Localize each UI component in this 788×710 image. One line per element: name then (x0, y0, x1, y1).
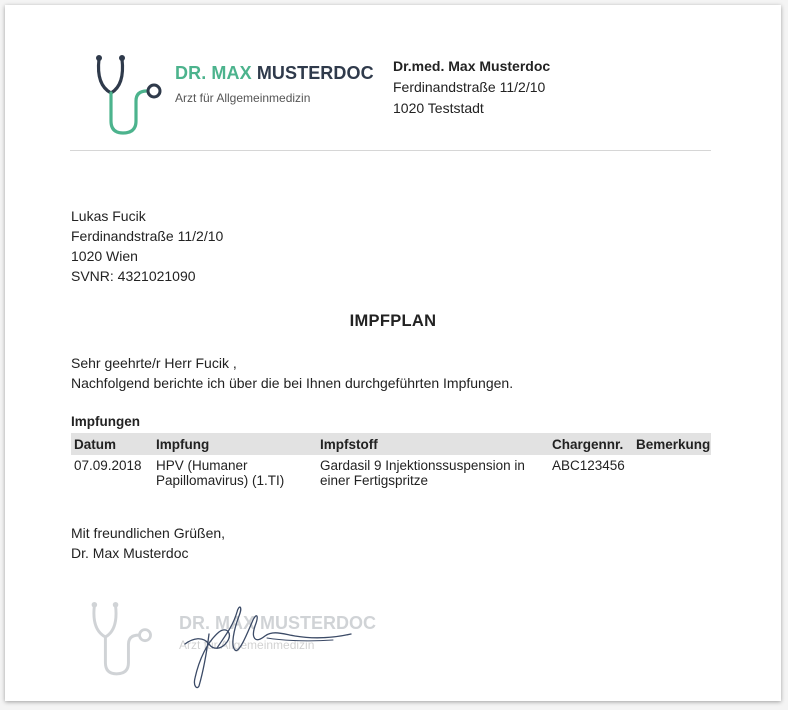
patient-svnr: SVNR: 4321021090 (71, 268, 196, 284)
intro-text (71, 353, 513, 393)
patient-city: 1020 Wien (71, 248, 138, 264)
vaccinations-heading: Impfungen (71, 414, 140, 429)
closing-block (71, 523, 225, 563)
brand-name-first: DR. MAX (175, 63, 252, 83)
header-divider (70, 150, 711, 151)
doctor-name: Dr.med. Max Musterdoc (393, 58, 551, 74)
stamp-name: DR. MAX MUSTERDOC (179, 613, 376, 633)
brand-block (175, 63, 374, 105)
table-row (71, 455, 711, 488)
brand-name-last: MUSTERDOC (256, 63, 374, 83)
cell-batch: ABC123456 (552, 458, 625, 473)
salutation: Sehr geehrte/r Herr Fucik , (71, 355, 237, 371)
closing-signer: Dr. Max Musterdoc (71, 545, 189, 561)
column-header-vaccine: Impfstoff (317, 433, 549, 455)
doctor-street: Ferdinandstraße 11/2/10 (393, 79, 546, 95)
doctor-address (393, 56, 550, 119)
document-title: IMPFPLAN (349, 312, 437, 330)
stethoscope-icon (91, 49, 167, 137)
doctor-city: 1020 Teststadt (393, 100, 484, 116)
cell-date: 07.09.2018 (74, 458, 142, 473)
patient-name: Lukas Fucik (71, 208, 146, 224)
column-header-date: Datum (71, 433, 153, 455)
intro-sentence: Nachfolgend berichte ich über die bei Ihnen durchgeführten Impfungen. (71, 375, 514, 391)
closing-greeting: Mit freundlichen Grüßen, (71, 525, 226, 541)
brand-subtitle: Arzt für Allgemeinmedizin (175, 91, 311, 105)
stamp-subtitle: Arzt für Allgemeinmedizin (179, 638, 315, 652)
cell-vaccination: HPV (Humaner Papillomavirus) (1.TI) (156, 458, 285, 488)
document-page (5, 5, 781, 701)
patient-address (71, 206, 223, 286)
cell-vaccine: Gardasil 9 Injektionssuspension in einer Fertigspritze (320, 458, 525, 488)
column-header-vaccination: Impfung (153, 433, 317, 455)
brand-name (175, 63, 374, 84)
cell-remark (633, 455, 711, 488)
signature-image (173, 590, 363, 690)
table-header-row (71, 433, 711, 455)
vaccinations-table (71, 433, 711, 488)
column-header-batch: Chargennr. (549, 433, 633, 455)
stamp-stethoscope-icon (87, 591, 157, 683)
patient-street: Ferdinandstraße 11/2/10 (71, 228, 224, 244)
column-header-remark: Bemerkung (633, 433, 711, 455)
